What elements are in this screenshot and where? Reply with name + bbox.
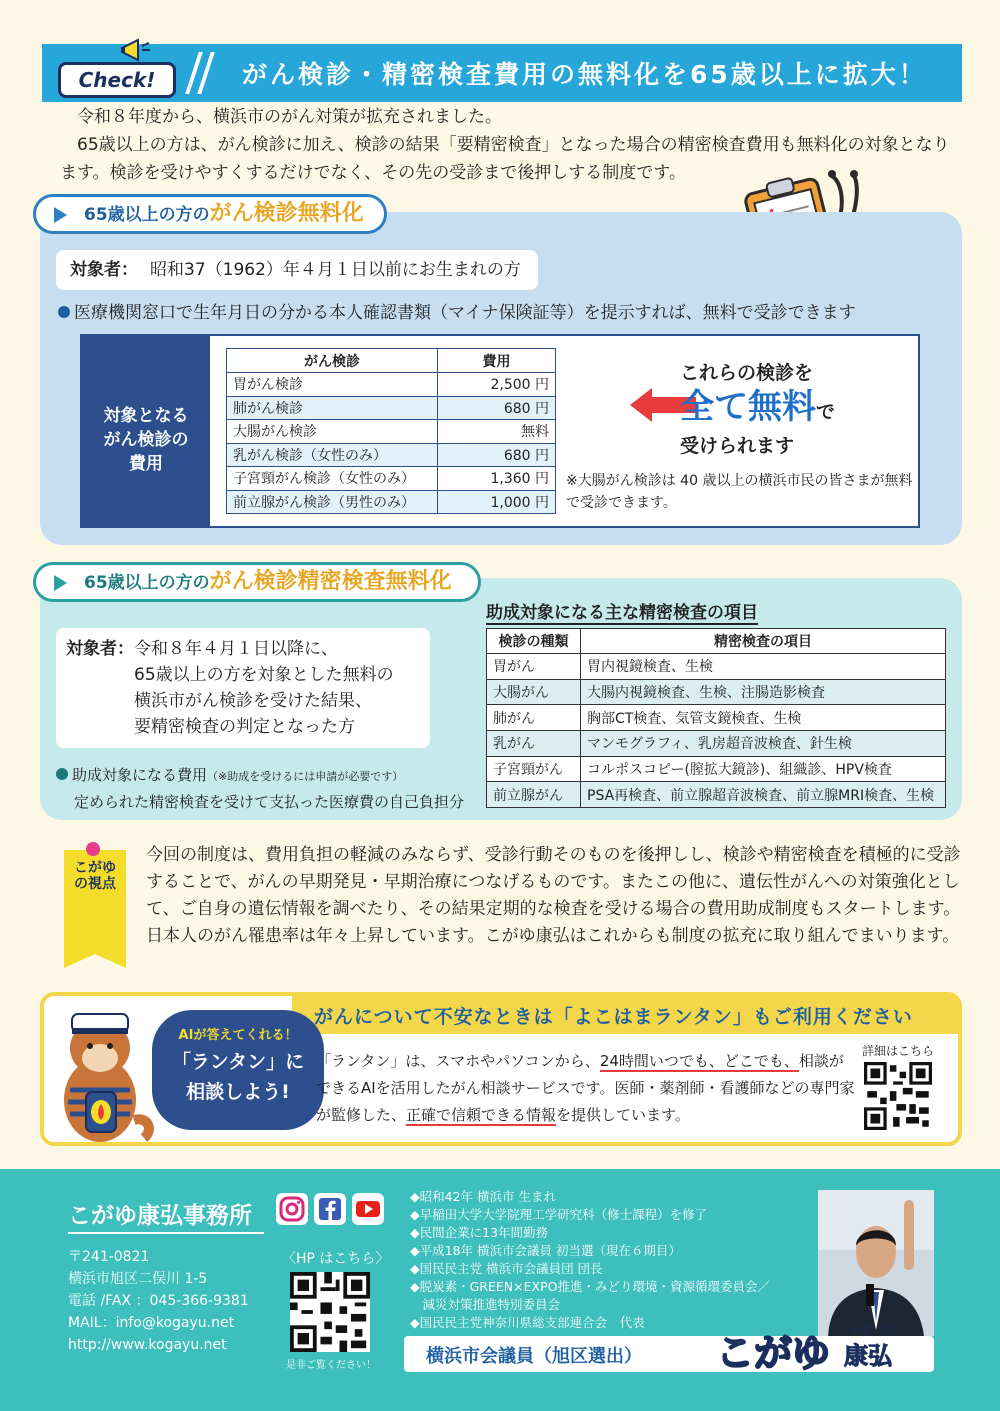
target-line: 要精密検査の判定となった方 (134, 717, 355, 737)
intro-paragraph-2: 65歳以上の方は、がん検診に加え、検診の結果「要精密検査」となった場合の精密検査費用も無料化の対象となります。検診を受けやすくするだけでなく、その先の受診まで後押しする制度です。 (60, 135, 950, 183)
office-address (68, 1246, 249, 1356)
tag-tail (64, 954, 126, 968)
cost-cell: 肺がん検診 (227, 396, 438, 420)
cost-side-line: 費用 (129, 454, 163, 474)
youtube-icon[interactable] (352, 1193, 384, 1225)
exam-cell: PSA再検査、前立腺超音波検査、前立腺MRI検査、生検 (581, 782, 946, 808)
bio-item: ◆早稲田大学大学院理工学研究科（修士課程）を修了 (410, 1207, 708, 1222)
section1-target (56, 250, 538, 290)
cost-cell: 680 円 (438, 443, 556, 467)
intro-paragraph-1: 令和８年度から、横浜市のがん対策が拡充されました。 (77, 107, 502, 127)
viewpoint-tag (64, 850, 126, 954)
exam-cell: 胸部CT検査、気管支鏡検査、生検 (581, 705, 946, 731)
table-row (487, 782, 946, 808)
section1-note-text: 医療機関窓口で生年月日の分かる本人確認書類（マイナ保険証等）を提示すれば、無料で受診できます (74, 303, 856, 323)
free-message-line1: これらの検診を (680, 362, 814, 384)
lantern-text-part: 相談ができるAIを活用したがん相談サービスです。医師・薬剤師・看護師などの専門家が監修した、 (316, 1052, 855, 1124)
hp-note: 是非ご覧ください！ (286, 1360, 376, 1371)
section2-note-small: （※助成を受けるには申請が必要です） (207, 770, 404, 783)
lantern-headline: がんについて不安なときは「よこはまランタン」もご利用ください (314, 1006, 913, 1028)
exam-cell: 前立腺がん (487, 782, 581, 808)
table-row (487, 731, 946, 757)
target-line: 65歳以上の方を対象とした無料の (134, 665, 394, 685)
free-message-line3: 受けられます (680, 435, 795, 457)
exam-table-header: 精密検査の項目 (581, 629, 946, 654)
bio-item: ◆民間企業に13年間勤務 (410, 1225, 549, 1240)
target-line: 横浜市がん検診を受けた結果、 (134, 691, 372, 711)
office-underline (68, 1232, 264, 1234)
phone-fax: 電話 /FAX ：045-366-9381 (68, 1293, 249, 1309)
hp-label: 〈HP はこちら〉 (282, 1251, 390, 1267)
exam-cell: 子宮頸がん (487, 756, 581, 782)
cost-cell: 680 円 (438, 396, 556, 420)
section2-note-title: 助成対象になる費用 (72, 766, 208, 784)
cost-side-label (82, 336, 210, 526)
table-row (487, 756, 946, 782)
bullet-dot-icon (58, 306, 70, 318)
exam-cell: 胃内視鏡検査、生検 (581, 654, 946, 680)
free-message-big: 全て無料 (680, 387, 816, 427)
bio-item: ◆脱炭素・GREEN×EXPO推進・みどり環境・資源循環委員会／ (410, 1279, 770, 1294)
target-line: 令和８年４月１日以降に、 (134, 639, 338, 659)
lantern-text-part: 「ランタン」は、スマホやパソコンから、 (316, 1052, 600, 1070)
section2-heading (33, 562, 481, 602)
check-badge: Check! (58, 62, 176, 98)
bio-item: 減災対策推進特別委員会 (410, 1297, 561, 1312)
lantern-panel (40, 992, 962, 1146)
candidate-photo (818, 1190, 934, 1336)
bio-item: ◆国民民主党神奈川県総支部連合会 代表 (410, 1315, 645, 1330)
section2-heading-small: 65歳以上の方の (84, 573, 210, 593)
viewpoint-tag-text: こがゆの視点 (74, 860, 116, 892)
triangle-icon (54, 207, 67, 223)
exam-cell: 大腸がん (487, 679, 581, 705)
cost-table (226, 348, 556, 514)
cost-cell: 乳がん検診（女性のみ） (227, 443, 438, 467)
header-band (42, 44, 962, 102)
lantern-text-underline: 正確で信頼できる情報 (406, 1106, 557, 1124)
table-row (227, 420, 556, 444)
table-row (227, 467, 556, 491)
table-row (227, 373, 556, 397)
section1-target-label: 対象者： (70, 260, 138, 280)
cost-cell: 子宮頸がん検診（女性のみ） (227, 467, 438, 491)
name-plate (404, 1326, 934, 1375)
website-url[interactable]: http://www.kogayu.net (68, 1337, 227, 1353)
bio-item: ◆昭和42年 横浜市 生まれ (410, 1189, 556, 1204)
cost-box (80, 334, 920, 528)
street-address: 横浜市旭区二俣川 1-5 (68, 1271, 208, 1287)
table-row (227, 396, 556, 420)
postal-code: 〒241-0821 (68, 1249, 150, 1265)
section2-target (56, 628, 430, 748)
cost-cell: 1,000 円 (438, 490, 556, 514)
homepage-qr-code[interactable] (290, 1272, 370, 1352)
cost-table-header: 費用 (438, 349, 556, 373)
lantern-text-part: を提供しています。 (556, 1106, 690, 1124)
section2-target-text (134, 636, 394, 740)
section2-note (56, 764, 403, 785)
table-row (487, 679, 946, 705)
section2-note-text: 定められた精密検査を受けて支払った医療費の自己負担分 (74, 793, 465, 811)
lantern-bubble-line2: 相談しよう! (186, 1081, 290, 1103)
name-title: 横浜市会議員（旭区選出） (426, 1346, 642, 1367)
free-message (680, 356, 835, 463)
section1-heading-big: がん検診無料化 (209, 201, 364, 226)
section2-target-label: 対象者： (66, 639, 134, 659)
lantern-bubble (152, 1010, 324, 1130)
lantern-headline-bar (292, 996, 958, 1034)
instagram-icon[interactable] (276, 1193, 308, 1225)
bio-list (410, 1188, 770, 1332)
lantern-qr-code[interactable] (864, 1062, 932, 1130)
lantern-bubble-small: AIが答えてくれる！ (178, 1028, 298, 1043)
exam-table (486, 628, 946, 808)
exam-cell: コルポスコピー(膣拡大鏡診)、組織診、HPV検査 (581, 756, 946, 782)
exam-cell: マンモグラフィ、乳房超音波検査、針生検 (581, 731, 946, 757)
exam-cell: 大腸内視鏡検査、生検、注腸造影検査 (581, 679, 946, 705)
section1-heading (33, 194, 387, 234)
exam-cell: 乳がん (487, 731, 581, 757)
viewpoint-text: 今回の制度は、費用負担の軽減のみならず、受診行動そのものを後押しし、検診や精密検査を積極的に受診することで、がんの早期発見・早期治療につなげるものです。またこの他に、遺伝性がんへの対策強化として、ご自身の遺伝情報を調べたり、その結果定期的な検査を受ける場合の費用助成制度もスタートします。日本人のがん罹患率は年々上昇しています。こがゆ康弘はこれからも制度の拡充に取り組んでまいります。 (146, 845, 961, 946)
exam-table-title: 助成対象になる主な精密検査の項目 (486, 598, 758, 625)
triangle-icon (54, 575, 67, 591)
cost-cell: 1,360 円 (438, 467, 556, 491)
name-kana: こがゆ (716, 1331, 831, 1375)
section1-heading-small: 65歳以上の方の (84, 205, 210, 225)
cost-note: ※大腸がん検診は 40 歳以上の横浜市民の皆さまが無料で受診できます。 (566, 473, 913, 511)
cost-cell: 胃がん検診 (227, 373, 438, 397)
exam-cell: 肺がん (487, 705, 581, 731)
table-row (227, 443, 556, 467)
megaphone-icon (120, 38, 152, 62)
lantern-text (316, 1048, 856, 1129)
table-row (227, 490, 556, 514)
pin-icon (86, 842, 100, 856)
exam-cell: 胃がん (487, 654, 581, 680)
lantern-bubble-line1: 「ランタン」に (171, 1051, 305, 1073)
lantern-text-underline: 24時間いつでも、どこでも、 (599, 1052, 799, 1070)
bio-item: ◆平成18年 横浜市会議員 初当選（現在６期目） (410, 1243, 681, 1258)
cost-side-line: 対象となる (103, 406, 189, 426)
name-kanji: 康弘 (844, 1342, 892, 1370)
divider-slash (185, 52, 215, 94)
office-name: こがゆ康弘事務所 (68, 1203, 252, 1229)
table-row (487, 654, 946, 680)
cost-cell: 前立腺がん検診（男性のみ） (227, 490, 438, 514)
facebook-icon[interactable] (314, 1193, 346, 1225)
email-address[interactable]: MAIL：info@kogayu.net (68, 1315, 235, 1331)
name-ruby: やす ひろ (850, 1326, 900, 1337)
cost-side-line: がん検診の (103, 430, 189, 450)
bio-item: ◆国民民主党 横浜市会議員団 団長 (410, 1261, 603, 1276)
page-title: がん検診・精密検査費用の無料化を65歳以上に拡大！ (242, 60, 927, 89)
exam-table-header: 検診の種類 (487, 629, 581, 654)
cost-cell: 無料 (438, 420, 556, 444)
free-message-de: で (816, 401, 836, 423)
section1-target-text: 昭和37（1962）年４月１日以前にお生まれの方 (150, 260, 521, 280)
bullet-dot-icon (56, 768, 68, 780)
table-row (487, 705, 946, 731)
cost-table-header: がん検診 (227, 349, 438, 373)
section2-heading-big: がん検診精密検査無料化 (209, 569, 452, 594)
otter-mascot-icon (50, 1000, 160, 1146)
section1-note (58, 298, 856, 323)
cost-cell: 2,500 円 (438, 373, 556, 397)
lantern-qr-label: 詳細はこちら (862, 1044, 935, 1058)
cost-cell: 大腸がん検診 (227, 420, 438, 444)
